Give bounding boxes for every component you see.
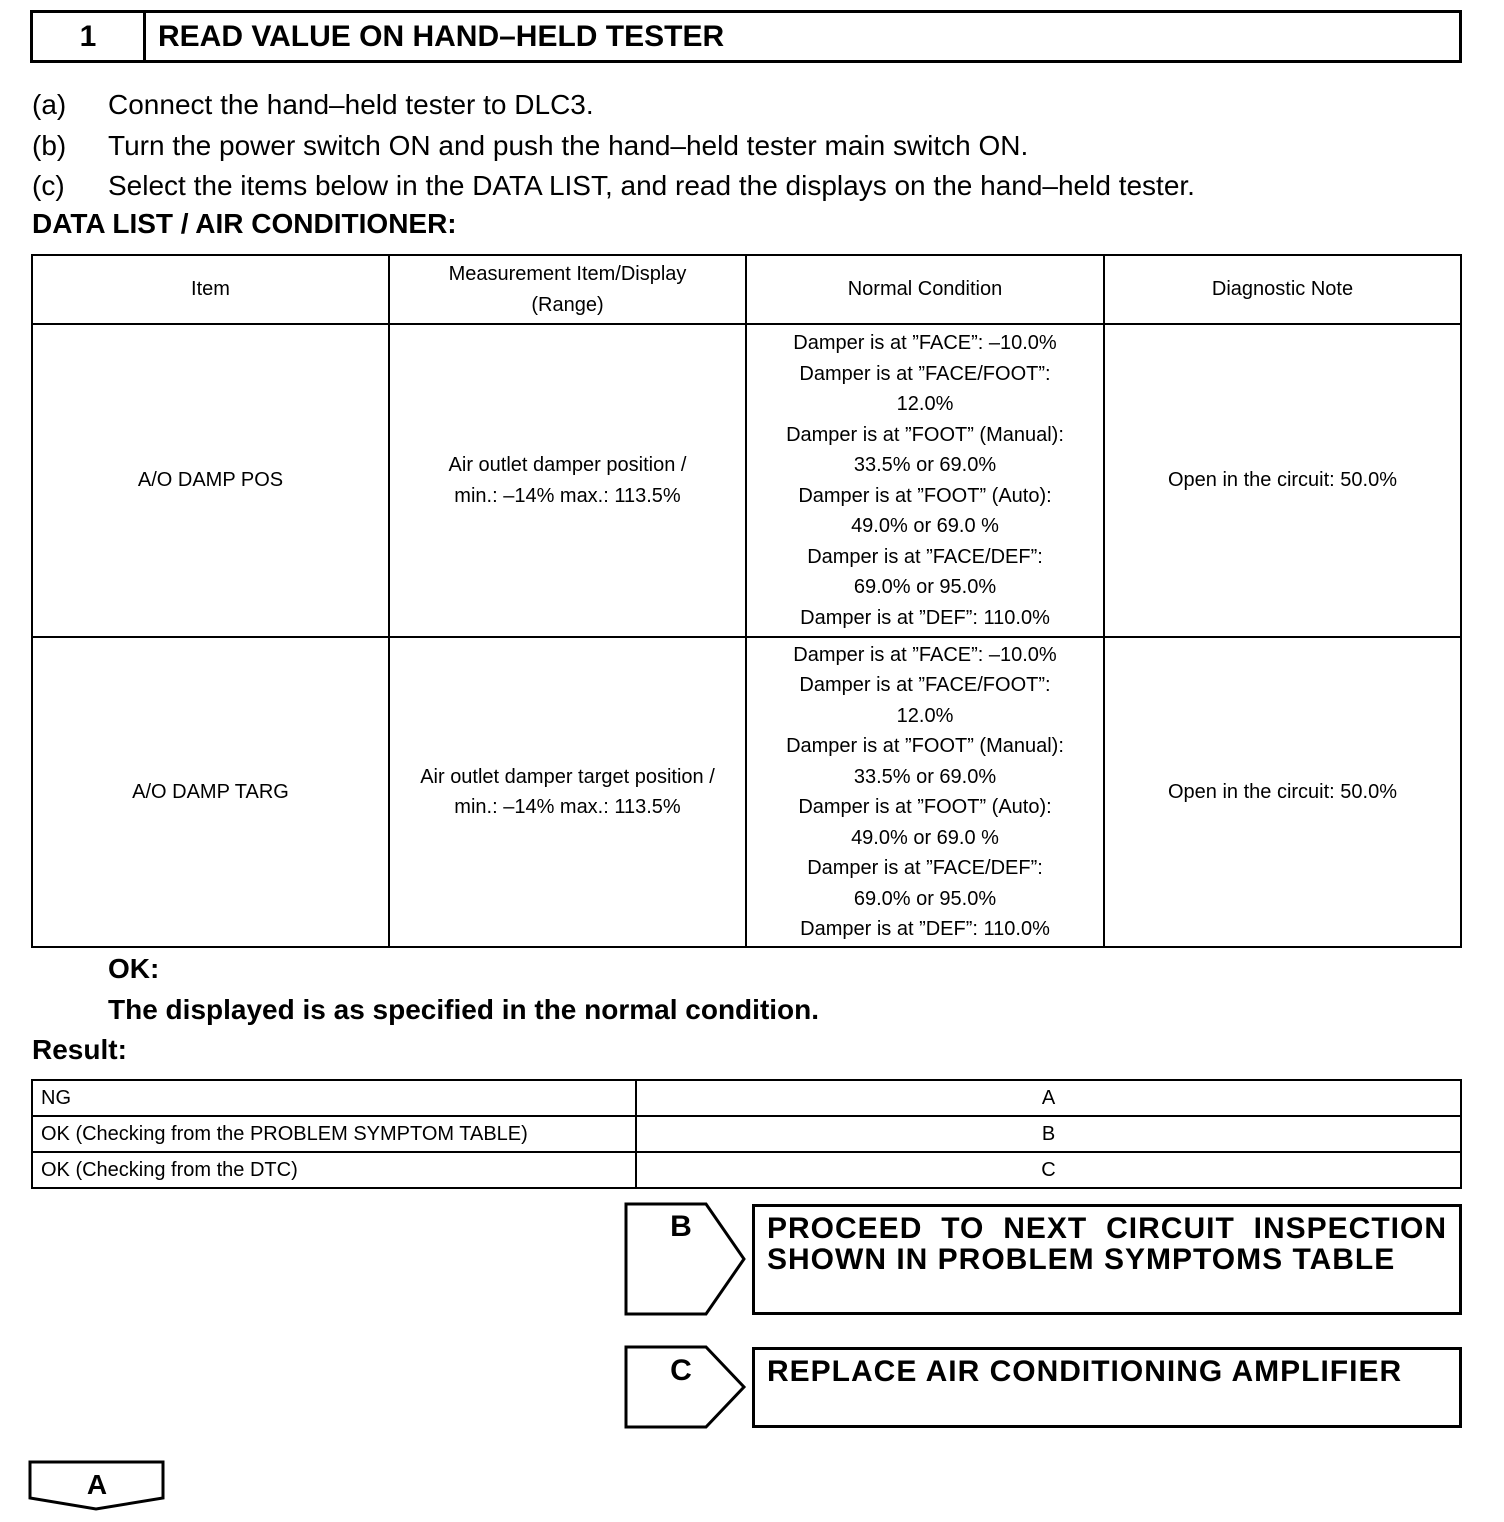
table-header-row (32, 255, 1461, 324)
table-row (32, 1152, 1461, 1188)
tag-a-label: A (86, 1469, 108, 1500)
item-cell: A/O DAMP POS (32, 324, 389, 637)
table-row (32, 637, 1461, 947)
result-table (31, 1079, 1462, 1189)
measurement-cell: Air outlet damper position / min.: –14% max.: 113.5% (389, 324, 746, 637)
step-c (32, 169, 1195, 203)
step-text: Select the items below in the DATA LIST, and read the displays on the hand–held tester. (108, 170, 1195, 201)
condition-cell: OK (Checking from the PROBLEM SYMPTOM TABLE) (32, 1116, 636, 1152)
action-b-box: PROCEED TO NEXT CIRCUIT INSPECTION SHOWN IN PROBLEM SYMPTOMS TABLE (752, 1204, 1462, 1315)
step-text: Connect the hand–held tester to DLC3. (108, 89, 594, 120)
column-header: Normal Condition (746, 255, 1104, 324)
result-cell: B (636, 1116, 1461, 1152)
measurement-cell: Air outlet damper target position / min.: –14% max.: 113.5% (389, 637, 746, 947)
normal-condition-cell: Damper is at ”FACE”: –10.0% Damper is at ”FACE/FOOT”: 12.0% Damper is at ”FOOT” (Manual): 33.5% or 69.0% Damper is at ”FOOT” (Auto): 49.0% or 69.0 % Damper is at ”FACE/DEF”: 69.0% or 95.0% Damper is at ”DEF”: 110.0% (746, 324, 1104, 637)
step-header (30, 10, 1462, 63)
column-header: Measurement Item/Display (Range) (389, 255, 746, 324)
step-label: (c) (32, 170, 65, 201)
condition-cell: OK (Checking from the DTC) (32, 1152, 636, 1188)
table-row (32, 1116, 1461, 1152)
step-label: (a) (32, 89, 67, 120)
column-header: Item (32, 255, 389, 324)
tag-c-label: C (670, 1354, 692, 1387)
ok-label: OK: (108, 953, 160, 984)
table-row (32, 324, 1461, 637)
step-text: Turn the power switch ON and push the hand–held tester main switch ON. (108, 130, 1029, 161)
step-label: (b) (32, 130, 67, 161)
result-cell: C (636, 1152, 1461, 1188)
diagnostic-note-cell: Open in the circuit: 50.0% (1104, 637, 1461, 947)
action-c-box: REPLACE AIR CONDITIONING AMPLIFIER (752, 1347, 1462, 1428)
step-b (32, 129, 1028, 163)
step-a (32, 88, 594, 122)
result-cell: A (636, 1080, 1461, 1116)
table-row (32, 1080, 1461, 1116)
diagnostic-note-cell: Open in the circuit: 50.0% (1104, 324, 1461, 637)
data-list-table (31, 254, 1462, 948)
ok-text: The displayed is as specified in the normal condition. (108, 994, 820, 1025)
result-label: Result: (32, 1034, 127, 1065)
column-header: Diagnostic Note (1104, 255, 1461, 324)
step-number: 1 (33, 13, 146, 60)
item-cell: A/O DAMP TARG (32, 637, 389, 947)
step-title: READ VALUE ON HAND–HELD TESTER (158, 20, 725, 53)
condition-cell: NG (32, 1080, 636, 1116)
tag-b-label: B (670, 1210, 692, 1243)
data-list-title: DATA LIST / AIR CONDITIONER: (32, 208, 457, 239)
normal-condition-cell: Damper is at ”FACE”: –10.0% Damper is at ”FACE/FOOT”: 12.0% Damper is at ”FOOT” (Manual): 33.5% or 69.0% Damper is at ”FOOT” (Auto): 49.0% or 69.0 % Damper is at ”FACE/DEF”: 69.0% or 95.0% Damper is at ”DEF”: 110.0% (746, 637, 1104, 947)
